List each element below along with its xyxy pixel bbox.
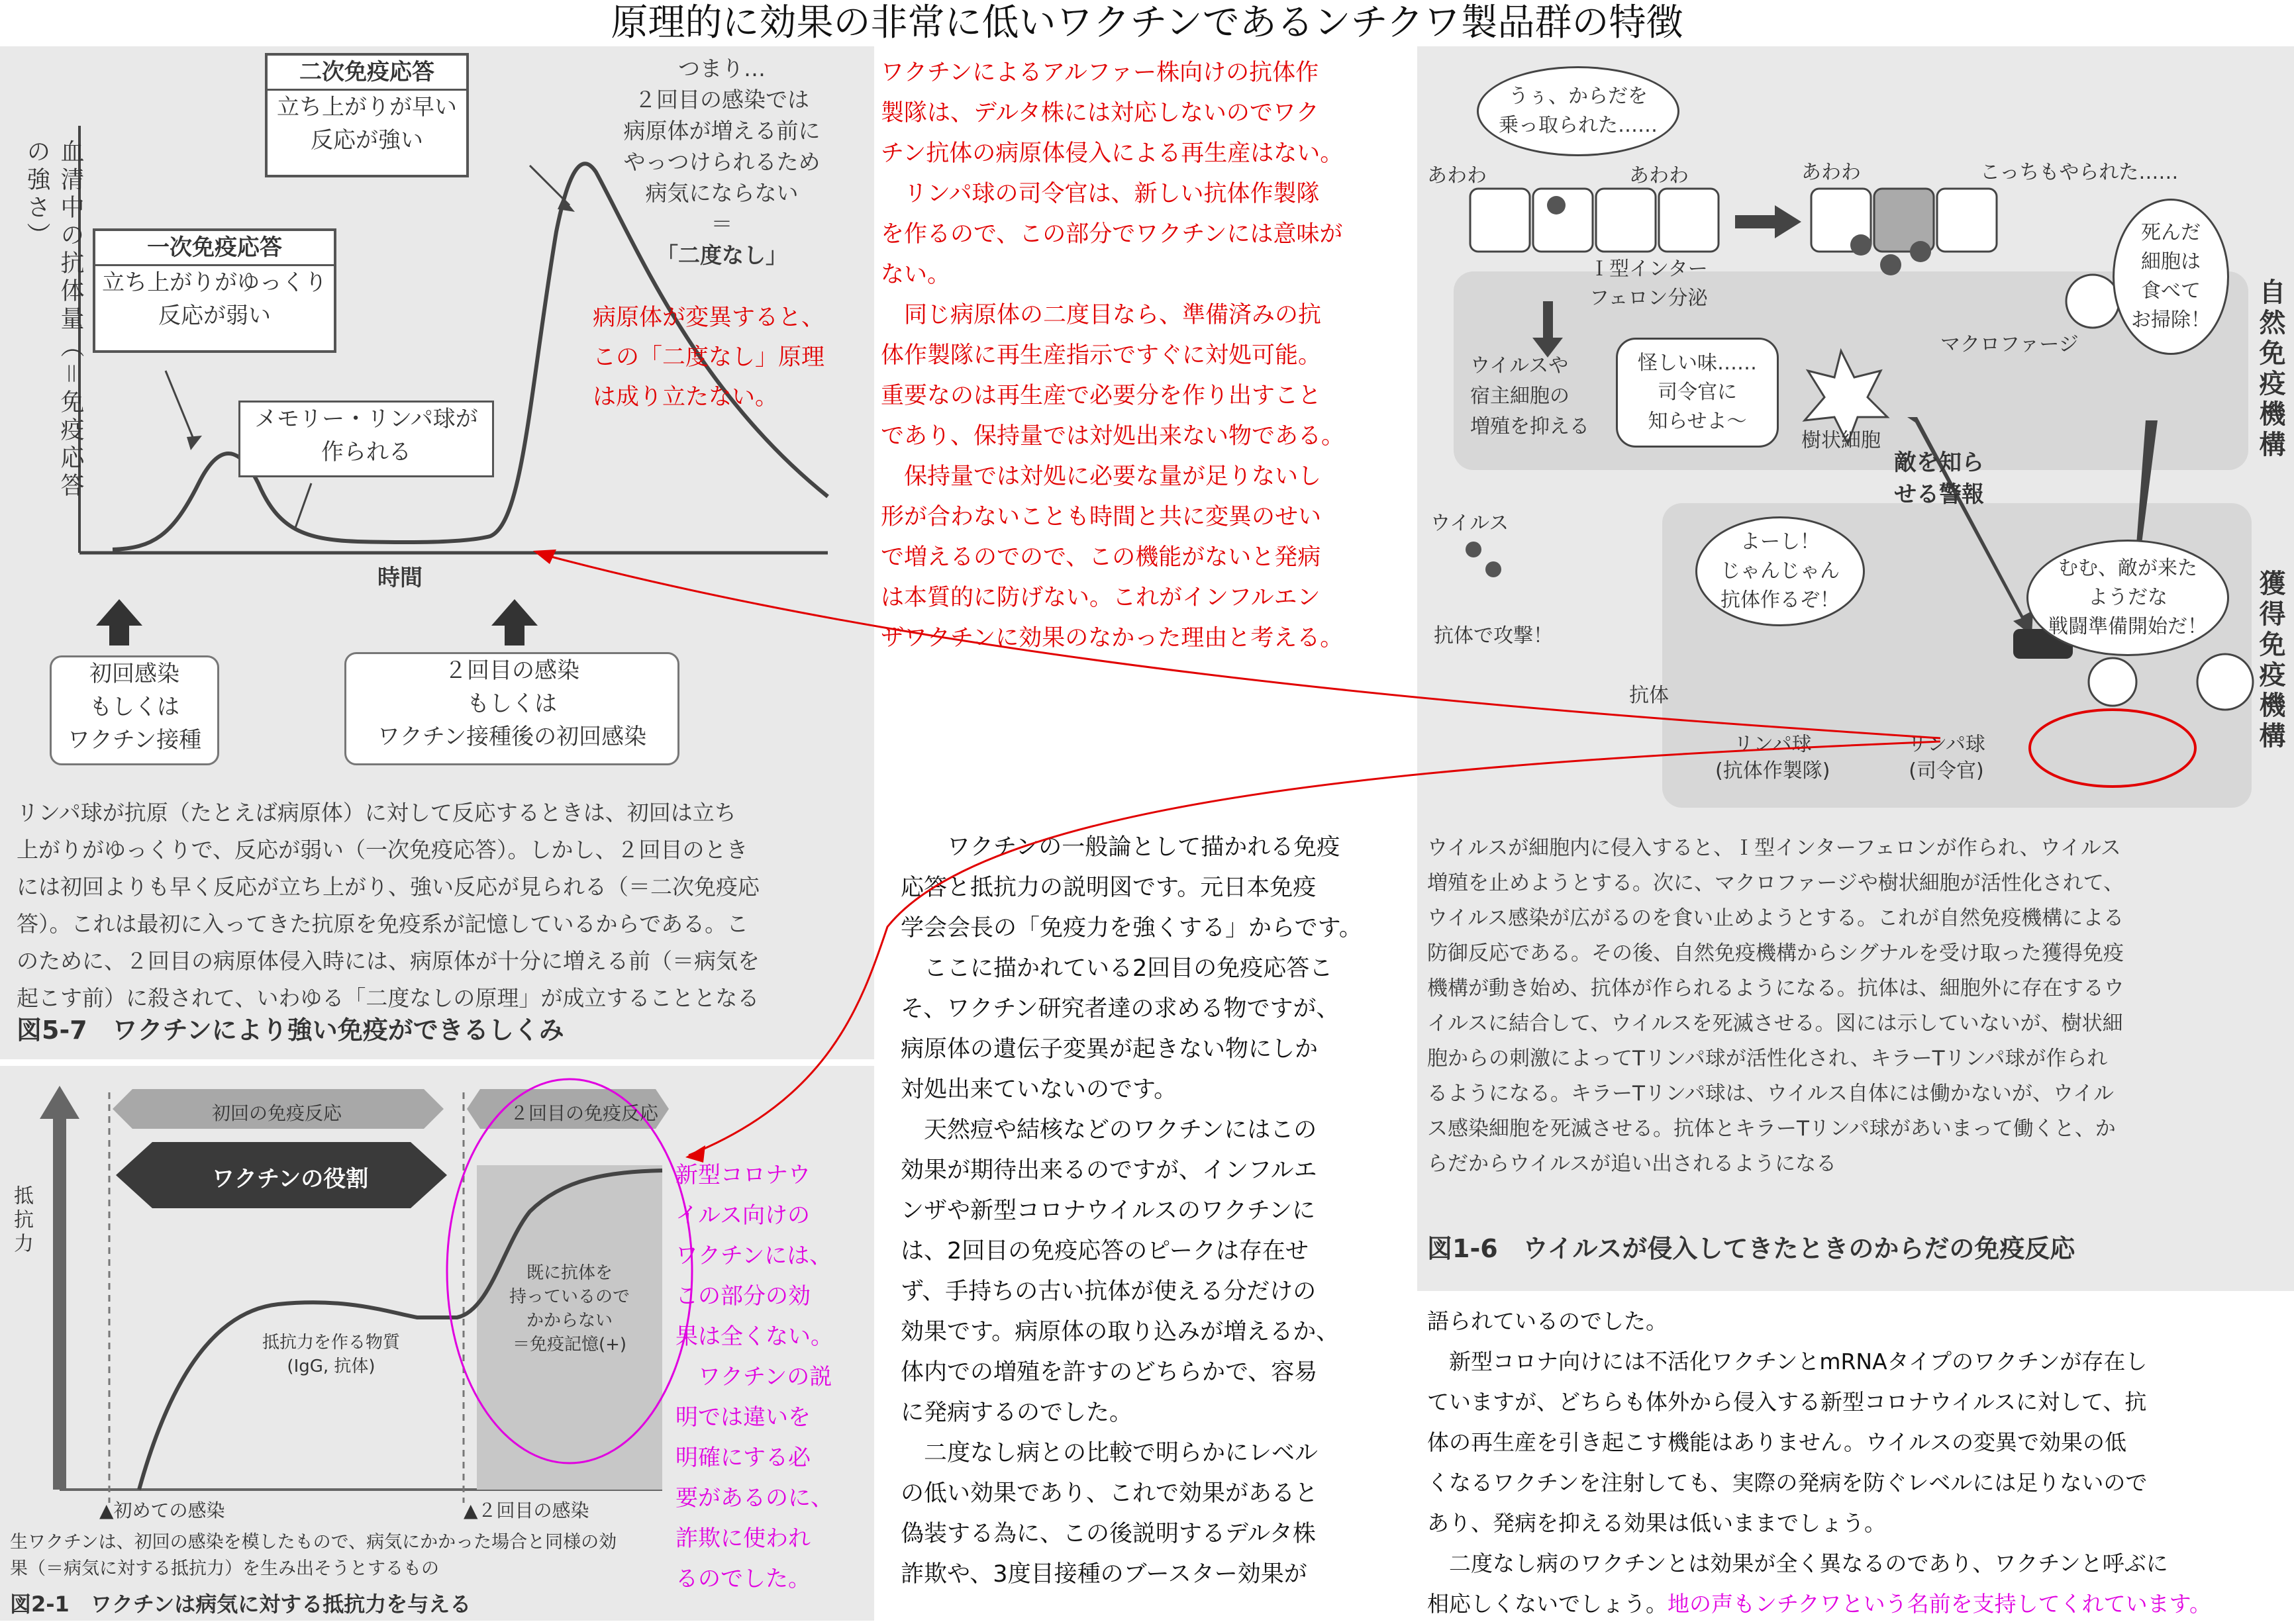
center-line: 偽装する為に、この後説明するデルタ株: [901, 1521, 1316, 1547]
center-line: ワクチンの一般論として描かれる免疫: [901, 834, 1340, 861]
dead-cell-3: 食べて: [2141, 279, 2201, 303]
red-col-line: ない。: [881, 262, 951, 288]
magenta-line: 新型コロナウ: [675, 1162, 811, 1188]
magenta-line: 要があるのに、: [675, 1485, 833, 1511]
memory-line-2: 作られる: [321, 439, 411, 465]
page-title: 原理的に効果の非常に低いワクチンであるンチクワ製品群の特徴: [611, 1, 1683, 44]
fig21-second-infection: ▲２回目の感染: [464, 1500, 589, 1521]
red-col-line: 形が合わないことも時間と共に変異のせい: [881, 504, 1322, 530]
arrow-to-fig21: [689, 741, 1940, 1155]
red-col-line: で増えるのでので、この機能がないと発病: [881, 544, 1321, 571]
dead-cell-2: 細胞は: [2141, 250, 2201, 273]
note-line-4: やっつけられるため: [623, 149, 821, 175]
interferon-1: Ｉ型インター: [1589, 258, 1708, 281]
red-col-line: ワクチンによるアルファー株向けの抗体作: [881, 60, 1319, 86]
virus-label: ウイルス: [1430, 512, 1509, 535]
suppress-2: 宿主細胞の: [1470, 385, 1570, 408]
fig21-body-1: 生ワクチンは、初回の感染を模したもので、病気にかかった場合と同様の効: [10, 1532, 617, 1552]
enemy-1: むむ、敵が来た: [2058, 557, 2197, 580]
fig16-body-line: 増殖を止めようとする。次に、マクロファージや樹状細胞が活性化されて、: [1427, 871, 2124, 895]
secondary-body-2: 反応が強い: [311, 127, 423, 154]
yoshi-3: 抗体作るぞ！: [1720, 589, 1840, 612]
fig16-body-line: ウイルスが細胞内に侵入すると、Ｉ型インターフェロンが作られ、ウイルス: [1427, 836, 2121, 860]
center-line: 対処出来ていないのです。: [901, 1076, 1177, 1103]
fig57-x-axis-label: 時間: [377, 565, 423, 591]
dead-cell-1: 死んだ: [2141, 221, 2201, 244]
acquired-label: 獲得免疫機構: [2255, 569, 2285, 752]
right-line: 体の再生産を引き起こす機能はありません。ウイルスの変異で効果の低: [1427, 1429, 2126, 1455]
fig16-body-line: らだからウイルスが追い出されるようになる: [1427, 1152, 1837, 1176]
red-col-line: 保持量では対処に必要な量が足りないし: [881, 463, 1322, 490]
magenta-line: るのでした。: [675, 1566, 811, 1592]
innate-label: 自然免疫機構: [2255, 278, 2285, 461]
red-col-line: リンパ球の司令官は、新しい抗体作製隊: [881, 181, 1320, 207]
secondary-title: 二次免疫応答: [268, 56, 466, 91]
red-col-line: 製隊は、デルタ株には対応しないのでワク: [881, 100, 1319, 126]
fig21-memory-1: 既に抗体を: [526, 1263, 613, 1283]
memory-line-1: メモリー・リンパ球が: [254, 406, 478, 432]
fig21-first-response: 初回の免疫反応: [212, 1102, 342, 1124]
fig57-body-line-4: 答）。これは最初に入ってきた抗原を免疫系が記憶しているからである。こ: [17, 911, 749, 937]
fig21-memory-4: ＝免疫記憶(+): [512, 1335, 627, 1355]
fig57-body-line-3: には初回よりも早く反応が立ち上がり、強い反応が見られる（＝二次免疫応: [17, 874, 760, 900]
fig21-memory-3: かからない: [526, 1311, 613, 1331]
lymph-b-2: (司令官): [1909, 759, 1984, 783]
note-line-6: ＝: [711, 211, 733, 237]
center-line: 二度なし病との比較で明らかにレベル: [901, 1440, 1319, 1466]
fig16-body-line: 防御反応である。その後、自然免疫機構からシグナルを受け取った獲得免疫: [1427, 941, 2124, 965]
center-line: 効果です。病原体の取り込みが増えるか、: [901, 1319, 1340, 1345]
yoshi-1: よーし！: [1740, 530, 1820, 553]
fig21-substance-2: (IgG, 抗体): [287, 1357, 375, 1376]
note-line-2: ２回目の感染では: [634, 87, 809, 113]
bubble-hijacked-1: うぅ、からだを: [1509, 85, 1648, 108]
primary-body-2: 反応が弱い: [158, 303, 271, 329]
alert-2: せる警報: [1894, 481, 1984, 508]
awawa-left: あわわ: [1427, 164, 1487, 187]
center-line: ンザや新型コロナウイルスのワクチンに: [901, 1198, 1316, 1224]
right-line: 二度なし病のワクチンとは効果が全く異なるのであり、ワクチンと呼ぶに: [1427, 1551, 2168, 1576]
suspicious-2: 司令官に: [1658, 381, 1737, 404]
magenta-line: ワクチンの説: [675, 1364, 832, 1390]
magenta-line: 果は全くない。: [675, 1323, 833, 1350]
red-col-line: であり、保持量では対処出来ない物である。: [881, 423, 1345, 450]
suspicious-3: 知らせよ～: [1648, 410, 1747, 433]
red-col-line: チン抗体の病原体侵入による再生産はない。: [881, 140, 1344, 167]
fig16-body-line: 胞からの刺激によってTリンパ球が活性化され、キラーTリンパ球が作られ: [1427, 1047, 2108, 1071]
red-note-mid-1: 病原体が変異すると、: [593, 305, 825, 331]
lymph-a-2: (抗体作製隊): [1715, 759, 1830, 783]
magenta-line: イルス向けの: [675, 1202, 810, 1229]
fig21-second-response: ２回目の免疫反応: [510, 1102, 659, 1124]
magenta-line: 明確にする必: [675, 1445, 811, 1471]
magenta-line: ワクチンには、: [675, 1243, 832, 1269]
enemy-2: ようだな: [2088, 586, 2168, 609]
antibody-label: 抗体: [1629, 684, 1669, 707]
first-infection-2: もしくは: [89, 694, 179, 720]
right-line: 新型コロナ向けには不活化ワクチンとmRNAタイプのワクチンが存在し: [1427, 1349, 2148, 1374]
suppress-3: 増殖を抑える: [1470, 415, 1589, 438]
center-line: の低い効果であり、これで効果があると: [901, 1480, 1319, 1507]
center-line: 学会会長の「免疫力を強くする」からです。: [901, 915, 1362, 941]
red-col-line: は本質的に防げない。これがインフルエン: [881, 585, 1321, 611]
fig16-body-line: イルスに結合して、ウイルスを死滅させる。図には示していないが、樹状細: [1427, 1012, 2123, 1035]
fig21-role: ワクチンの役割: [212, 1166, 369, 1192]
suspicious-1: 怪しい味……: [1638, 352, 1757, 375]
center-line: は、2回目の免疫応答のピークは存在せ: [901, 1238, 1309, 1265]
right-line: 語られているのでした。: [1427, 1308, 1668, 1334]
center-line: ここに描かれている2回目の免疫応答こ: [901, 955, 1333, 982]
first-infection-3: ワクチン接種: [67, 727, 202, 753]
center-line: 天然痘や結核などのワクチンにはこの: [901, 1117, 1317, 1143]
red-col-line: ザワクチンに効果のなかった理由と考える。: [881, 625, 1344, 651]
fig16-body-line: ウイルス感染が広がるのを食い止めようとする。これが自然免疫機構による: [1427, 906, 2124, 930]
attack-label: 抗体で攻撃！: [1434, 624, 1553, 647]
right-last-magenta: 地の声もンチクワという名前を支持してくれています。: [1668, 1591, 2212, 1617]
kocchimo-label: こっちもやられた……: [1980, 161, 2179, 184]
fig57-y-axis-label: 血清中の抗体量（＝免疫応答の強さ）: [23, 139, 84, 501]
center-line: 病原体の遺伝子変異が起きない物にしか: [901, 1036, 1319, 1063]
note-line-7: 「二度なし」: [656, 242, 787, 268]
right-line: くなるワクチンを注射しても、実際の発病を防ぐレベルには足りないので: [1427, 1470, 2148, 1496]
fig21-caption: 図2-1 ワクチンは病気に対する抵抗力を与える: [10, 1592, 472, 1617]
magenta-line: この部分の効: [675, 1283, 811, 1310]
red-col-line: 体作製隊に再生産指示ですぐに対処可能。: [881, 342, 1322, 369]
right-line: ていますが、どちらも体外から侵入する新型コロナウイルスに対して、抗: [1427, 1389, 2147, 1415]
lymph-a-1: リンパ球: [1733, 733, 1812, 756]
second-infection-2: もしくは: [467, 691, 557, 717]
center-line: 体内での増殖を許すのどちらかで、容易: [901, 1359, 1318, 1386]
right-line: あり、発病を抑える効果は低いままでしょう。: [1427, 1510, 1886, 1536]
center-line: ず、手持ちの古い抗体が使える分だけの: [901, 1278, 1317, 1305]
note-line-1: つまり…: [678, 56, 766, 81]
awawa-after: あわわ: [1801, 161, 1861, 184]
fig16-body-line: ス感染細胞を死滅させる。抗体とキラーTリンパ球があいまって働くと、か: [1427, 1117, 2116, 1141]
arrow-to-fig21-head: [685, 1145, 705, 1163]
arrow-to-graph-head: [533, 549, 556, 564]
center-line: 応答と抵抗力の説明図です。元日本免疫: [901, 875, 1317, 901]
center-line: に発病するのでした。: [901, 1400, 1133, 1426]
arrow-to-graph: [536, 553, 1940, 738]
red-col-line: 同じ病原体の二度目なら、準備済みの抗: [881, 302, 1322, 328]
fig21-body-2: 果（＝病気に対する抵抗力）を生み出そうとするもの: [10, 1558, 439, 1579]
suppress-1: ウイルスや: [1470, 354, 1569, 377]
fig57-body-line-2: 上がりがゆっくりで、反応が弱い（一次免疫応答）。しかし、２回目のとき: [17, 837, 748, 863]
enemy-3: 戦闘準備開始だ！: [2048, 615, 2207, 638]
yoshi-2: じゃんじゃん: [1720, 559, 1840, 583]
fig16-body-line: 機構が動き始め、抗体が作られるようになる。抗体は、細胞外に存在するウ: [1427, 977, 2124, 1000]
red-col-line: を作るので、この部分でワクチンには意味が: [881, 221, 1343, 248]
macrophage-label: マクロファージ: [1940, 333, 2079, 356]
fig21-y-axis-label: 抵抗力: [10, 1185, 33, 1257]
fig21-memory-2: 持っているので: [509, 1287, 630, 1307]
second-infection-1: ２回目の感染: [444, 657, 579, 684]
magenta-line: 明では違いを: [675, 1404, 811, 1431]
secondary-body-1: 立ち上がりが早い: [277, 94, 457, 120]
fig16-caption: 図1-6 ウイルスが侵入してきたときのからだの免疫反応: [1427, 1234, 2075, 1263]
magenta-line: 詐欺に使われ: [675, 1525, 811, 1552]
red-note-mid-2: この「二度なし」原理: [593, 344, 825, 371]
center-line: 効果が期待出来るのですが、インフルエ: [901, 1157, 1317, 1184]
fig21-substance-1: 抵抗力を作る物質: [262, 1333, 400, 1353]
fig57-caption: 図5-7 ワクチンにより強い免疫ができるしくみ: [17, 1016, 564, 1045]
awawa-right: あわわ: [1629, 164, 1689, 187]
note-line-5: 病気にならない: [645, 180, 799, 206]
dendritic-label: 樹状細胞: [1801, 429, 1881, 452]
second-infection-3: ワクチン接種後の初回感染: [377, 724, 647, 750]
red-col-line: 重要なのは再生産で必要分を作り出すこと: [881, 383, 1322, 409]
center-line: そ、ワクチン研究者達の求める物ですが、: [901, 996, 1340, 1022]
primary-body-1: 立ち上がりがゆっくり: [102, 269, 327, 296]
fig57-body-line-1: リンパ球が抗原（たとえば病原体）に対して反応するときは、初回は立ち: [17, 800, 736, 826]
interferon-2: フェロン分泌: [1589, 287, 1708, 310]
fig57-body-line-6: 起こす前）に殺されて、いわゆる「二度なしの原理」が成立することとなる: [17, 985, 760, 1011]
fig57-body-line-5: のために、２回目の病原体侵入時には、病原体が十分に増える前（＝病気を: [17, 948, 760, 974]
lymph-b-1: リンパ球: [1907, 733, 1985, 756]
red-note-mid-3: は成り立たない。: [593, 384, 779, 410]
center-line: 詐欺や、3度目接種のブースター効果が: [901, 1561, 1307, 1588]
first-infection-1: 初回感染: [89, 661, 179, 687]
fig16-body-line: るようになる。キラーTリンパ球は、ウイルス自体には働かないが、ウイル: [1427, 1082, 2114, 1106]
right-last-black: 相応しくないでしょう。: [1427, 1591, 1668, 1617]
alert-1: 敵を知ら: [1894, 450, 1984, 476]
bubble-hijacked-2: 乗っ取られた……: [1499, 114, 1658, 137]
note-line-3: 病原体が増える前に: [623, 118, 821, 144]
fig21-first-infection: ▲初めての感染: [99, 1500, 225, 1521]
dead-cell-4: お掃除！: [2131, 309, 2211, 332]
primary-title: 一次免疫応答: [95, 231, 334, 266]
